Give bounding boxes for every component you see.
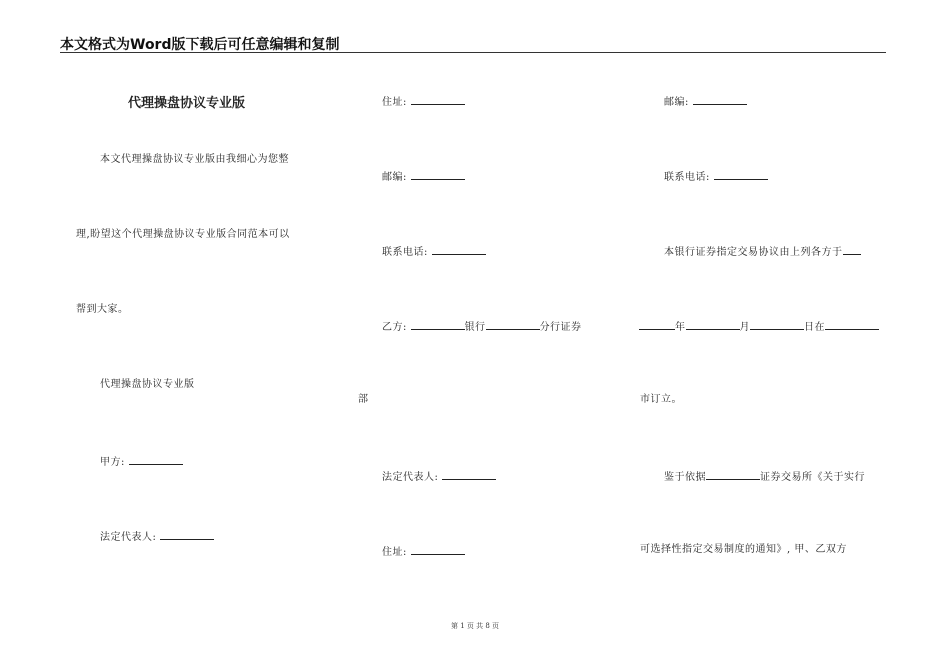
address-label-b: 住址: (382, 547, 407, 558)
section-subtitle: 代理操盘协议专业版 (100, 379, 195, 390)
phone-label-a: 联系电话: (382, 247, 428, 258)
party-b-label: 乙方: (382, 322, 407, 333)
city-line: 市订立。 (640, 394, 682, 405)
exchange-blank (706, 468, 760, 480)
address-label-a: 住址: (382, 97, 407, 108)
day-label: 日在 (804, 322, 825, 333)
legal-rep-blank-b (442, 468, 496, 480)
postcode-blank-a (411, 168, 465, 180)
month-label: 月 (739, 322, 750, 333)
postcode-blank-b (693, 93, 747, 105)
intro-line-2: 理,盼望这个代理操盘协议专业版合同范本可以 (76, 229, 290, 240)
party-b-blank (411, 318, 465, 330)
phone-label-b: 联系电话: (664, 172, 710, 183)
basis-line (664, 468, 865, 485)
date-line (639, 318, 879, 335)
agreement-blank (843, 243, 861, 255)
phone-field-b (664, 168, 768, 185)
postcode-label-a: 邮编: (382, 172, 407, 183)
place-blank (825, 318, 879, 330)
phone-blank-a (432, 243, 486, 255)
phone-field-a (382, 243, 486, 260)
agreement-text: 本银行证券指定交易协议由上列各方于 (664, 247, 843, 258)
document-title: 代理操盘协议专业版 (128, 96, 246, 111)
page-number: 第 1 页 共 8 页 (450, 622, 500, 630)
intro-line-1: 本文代理操盘协议专业版由我细心为您整 (100, 154, 289, 165)
year-blank (639, 318, 675, 330)
phone-blank-b (714, 168, 768, 180)
notice-line: 可选择性指定交易制度的通知》, 甲、乙双方 (640, 544, 847, 555)
branch-label: 分行证券 (539, 322, 582, 333)
address-field-a (382, 93, 465, 110)
exchange-text: 证券交易所《关于实行 (760, 472, 865, 483)
basis-text: 鉴于依据 (664, 472, 706, 483)
legal-rep-blank-a (160, 528, 214, 540)
postcode-field-a (382, 168, 465, 185)
bank-label: 银行 (464, 322, 486, 333)
legal-rep-label-a: 法定代表人: (100, 532, 157, 543)
legal-rep-field-a (100, 528, 214, 545)
party-a-label: 甲方: (100, 457, 125, 468)
page-header: 本文格式为Word版下载后可任意编辑和复制 (60, 37, 340, 53)
address-blank-b (411, 543, 465, 555)
party-a-blank (129, 453, 183, 465)
year-label: 年 (675, 322, 686, 333)
party-b-field (382, 318, 582, 335)
legal-rep-label-b: 法定代表人: (382, 472, 439, 483)
bank-blank (486, 318, 540, 330)
postcode-label-b: 邮编: (664, 97, 689, 108)
party-a-field (100, 453, 183, 470)
address-blank-a (411, 93, 465, 105)
month-blank (686, 318, 740, 330)
agreement-line (664, 243, 861, 260)
intro-line-3: 帮到大家。 (76, 304, 129, 315)
header-divider (60, 52, 886, 53)
dept-label: 部 (358, 394, 369, 405)
day-blank (750, 318, 804, 330)
postcode-field-b (664, 93, 747, 110)
address-field-b (382, 543, 465, 560)
legal-rep-field-b (382, 468, 496, 485)
